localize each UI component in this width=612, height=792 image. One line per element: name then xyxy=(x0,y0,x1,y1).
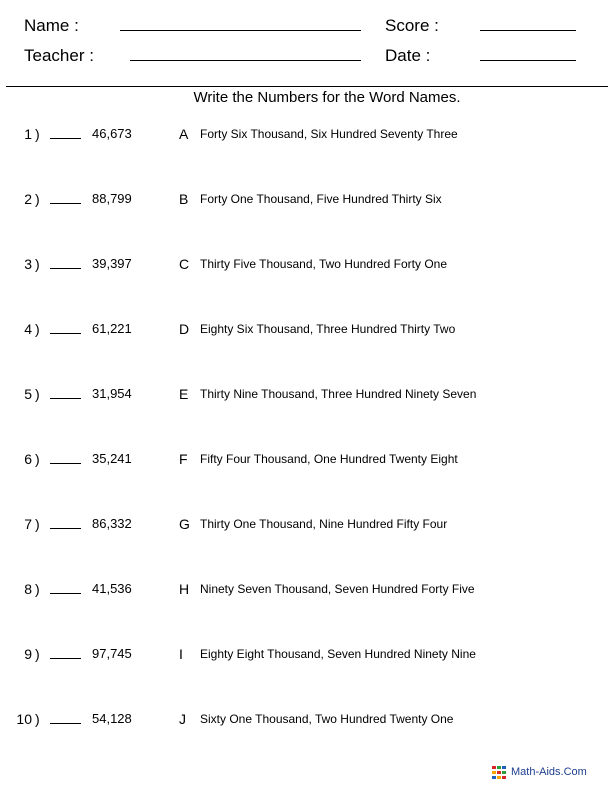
problem-row xyxy=(0,450,612,470)
problem-row xyxy=(0,515,612,535)
problem-paren: ) xyxy=(35,386,40,402)
problem-value: 39,397 xyxy=(92,256,132,271)
problem-number: 10 xyxy=(16,711,32,727)
choice-letter: I xyxy=(179,646,183,662)
choice-word-name: Eighty Six Thousand, Three Hundred Thirty Two xyxy=(200,322,456,336)
choice-word-name: Forty Six Thousand, Six Hundred Seventy Three xyxy=(200,127,458,141)
problem-value: 41,536 xyxy=(92,581,132,596)
answer-blank[interactable] xyxy=(50,268,81,269)
choice-letter: F xyxy=(179,451,188,467)
problem-row xyxy=(0,580,612,600)
problem-number: 8 xyxy=(24,581,32,597)
choice-letter: H xyxy=(179,581,190,597)
math-aids-logo-icon xyxy=(492,766,506,779)
answer-blank[interactable] xyxy=(50,593,81,594)
choice-word-name: Eighty Eight Thousand, Seven Hundred Ninety Nine xyxy=(200,647,476,661)
answer-blank[interactable] xyxy=(50,658,81,659)
problem-number: 9 xyxy=(24,646,32,662)
problem-paren: ) xyxy=(35,321,40,337)
answer-blank[interactable] xyxy=(50,528,81,529)
problem-paren: ) xyxy=(35,191,40,207)
problem-value: 31,954 xyxy=(92,386,132,401)
problem-value: 46,673 xyxy=(92,126,132,141)
choice-letter: J xyxy=(179,711,186,727)
answer-blank[interactable] xyxy=(50,203,81,204)
problem-number: 7 xyxy=(24,516,32,532)
choice-letter: G xyxy=(179,516,190,532)
problem-number: 2 xyxy=(24,191,32,207)
problem-number: 1 xyxy=(24,126,32,142)
choice-word-name: Thirty Nine Thousand, Three Hundred Ninety Seven xyxy=(200,387,477,401)
score-label: Score : xyxy=(385,16,439,35)
problem-row xyxy=(0,385,612,405)
problem-row xyxy=(0,645,612,665)
name-label: Name : xyxy=(24,16,79,35)
brand-footer xyxy=(492,765,587,779)
choice-letter: A xyxy=(179,126,189,142)
choice-word-name: Thirty Five Thousand, Two Hundred Forty One xyxy=(200,257,448,271)
problem-value: 35,241 xyxy=(92,451,132,466)
problem-paren: ) xyxy=(35,646,40,662)
problem-paren: ) xyxy=(35,126,40,142)
problem-number: 6 xyxy=(24,451,32,467)
answer-blank[interactable] xyxy=(50,463,81,464)
problem-value: 88,799 xyxy=(92,191,132,206)
problem-value: 61,221 xyxy=(92,321,132,336)
problem-row xyxy=(0,190,612,210)
problem-paren: ) xyxy=(35,711,40,727)
problem-value: 54,128 xyxy=(92,711,132,726)
choice-word-name: Forty One Thousand, Five Hundred Thirty Six xyxy=(200,192,442,206)
choice-letter: C xyxy=(179,256,190,272)
choice-letter: B xyxy=(179,191,189,207)
choice-word-name: Thirty One Thousand, Nine Hundred Fifty Four xyxy=(200,517,448,531)
problem-number: 4 xyxy=(24,321,32,337)
choice-word-name: Ninety Seven Thousand, Seven Hundred Forty Five xyxy=(200,582,475,596)
problem-paren: ) xyxy=(35,581,40,597)
problem-number: 5 xyxy=(24,386,32,402)
problem-value: 86,332 xyxy=(92,516,132,531)
choice-letter: D xyxy=(179,321,190,337)
instructions: Write the Numbers for the Word Names. xyxy=(193,89,461,106)
problem-paren: ) xyxy=(35,451,40,467)
problem-value: 97,745 xyxy=(92,646,132,661)
answer-blank[interactable] xyxy=(50,398,81,399)
problem-row xyxy=(0,255,612,275)
answer-blank[interactable] xyxy=(50,138,81,139)
choice-letter: E xyxy=(179,386,189,402)
date-label: Date : xyxy=(385,46,431,65)
problem-paren: ) xyxy=(35,256,40,272)
problem-paren: ) xyxy=(35,516,40,532)
answer-blank[interactable] xyxy=(50,723,81,724)
brand-text: Math-Aids.Com xyxy=(511,766,587,778)
problem-row xyxy=(0,320,612,340)
answer-blank[interactable] xyxy=(50,333,81,334)
problem-row xyxy=(0,125,612,145)
problem-row xyxy=(0,710,612,730)
choice-word-name: Fifty Four Thousand, One Hundred Twenty Eight xyxy=(200,452,458,466)
teacher-label: Teacher : xyxy=(24,46,94,65)
problem-number: 3 xyxy=(24,256,32,272)
choice-word-name: Sixty One Thousand, Two Hundred Twenty One xyxy=(200,712,454,726)
